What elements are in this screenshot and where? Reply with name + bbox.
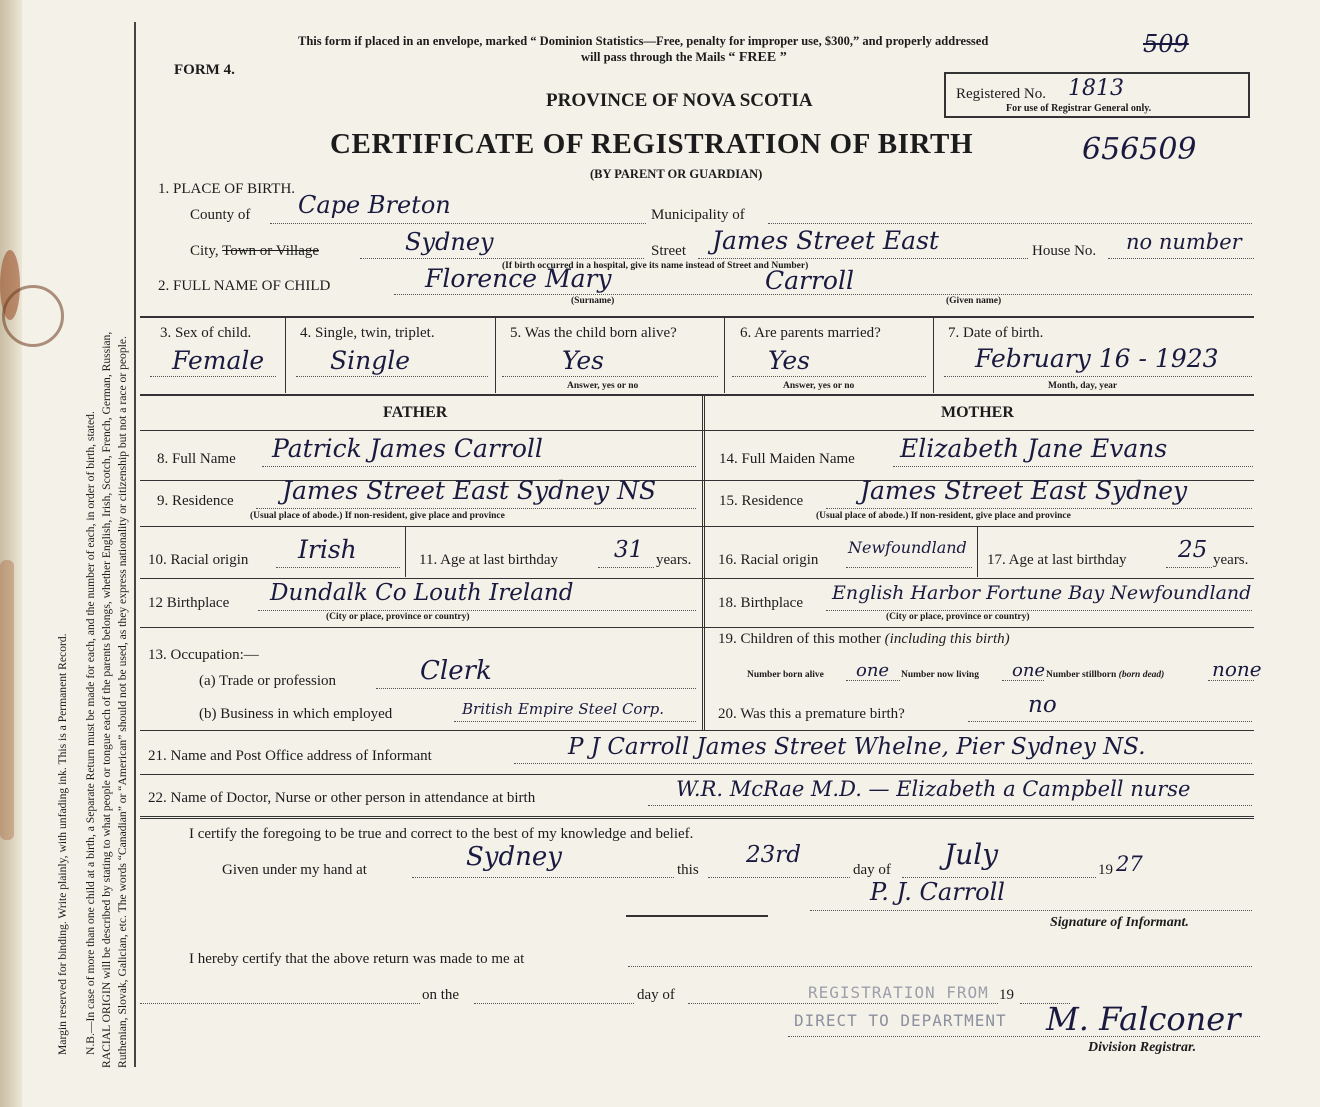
rule	[933, 317, 934, 393]
province-title: PROVINCE OF NOVA SCOTIA	[546, 90, 813, 111]
dob-line	[944, 376, 1252, 377]
city-value: Sydney	[405, 228, 494, 256]
mother-residence-line	[826, 508, 1252, 509]
form-number: FORM 4.	[174, 62, 235, 78]
father-age-unit: years.	[656, 552, 692, 568]
child-surname-value: Carroll	[765, 266, 854, 295]
dob-label: 7. Date of birth.	[948, 325, 1044, 341]
certificate-number: 656509	[1082, 132, 1197, 167]
father-birthplace-value: Dundalk Co Louth Ireland	[270, 580, 574, 606]
street-value: James Street East	[712, 226, 939, 255]
day-of-label: day of	[853, 862, 891, 878]
given-place-value: Sydney	[466, 842, 562, 872]
father-residence-note: (Usual place of abode.) If non-resident, give place and province	[250, 511, 505, 521]
year-value: 27	[1116, 852, 1143, 876]
married-note: Answer, yes or no	[783, 381, 855, 391]
attendant-value: W.R. McRae M.D. — Elizabeth a Campbell nurse	[676, 777, 1191, 801]
house-line	[1108, 258, 1254, 259]
married-label: 6. Are parents married?	[740, 325, 881, 341]
house-label: House No.	[1032, 243, 1097, 259]
on-the-label: on the	[422, 987, 460, 1003]
premature-line	[968, 721, 1252, 722]
rule	[140, 526, 1254, 527]
registered-note: For use of Registrar General only.	[1006, 103, 1152, 114]
registered-value: 1813	[1068, 76, 1124, 101]
day-value: 23rd	[746, 842, 801, 868]
rule	[724, 317, 725, 393]
registrar-year-label: 19	[999, 987, 1014, 1003]
informant-value: P J Carroll James Street Whelne, Pier Sydney NS.	[568, 734, 1146, 760]
rule	[140, 730, 1254, 731]
certificate-subtitle: (BY PARENT OR GUARDIAN)	[590, 167, 763, 181]
stillborn-value: none	[1212, 657, 1262, 681]
informant-label: 21. Name and Post Office address of Informant	[148, 748, 432, 764]
sex-value: Female	[172, 346, 265, 375]
father-age-label: 11. Age at last birthday	[419, 552, 558, 568]
plurality-line	[296, 376, 488, 377]
paper-edge	[0, 0, 22, 1107]
father-residence-line	[256, 508, 696, 509]
premature-value: no	[1028, 692, 1057, 718]
father-name-line	[262, 466, 696, 467]
informant-signature-label: Signature of Informant.	[1050, 915, 1189, 930]
rule	[140, 774, 1254, 775]
born-alive-label: Number born alive	[747, 670, 824, 680]
this-label: this	[677, 862, 699, 878]
day-line	[708, 877, 850, 878]
mother-age-line	[1166, 567, 1212, 568]
father-birthplace-line	[258, 610, 696, 611]
father-age-value: 31	[614, 537, 644, 563]
alive-label: 5. Was the child born alive?	[510, 325, 677, 341]
mother-birthplace-line	[826, 610, 1252, 611]
street-line	[698, 258, 1028, 259]
county-value: Cape Breton	[298, 191, 451, 219]
mother-residence-label: 15. Residence	[719, 493, 804, 509]
registrar-prefix-line	[140, 1003, 420, 1004]
rule	[495, 317, 496, 393]
alive-note: Answer, yes or no	[567, 381, 639, 391]
father-residence-value: James Street East Sydney NS	[282, 476, 657, 505]
given-label: Given under my hand at	[222, 862, 367, 878]
county-line	[270, 223, 646, 224]
rust-stain	[0, 560, 14, 840]
child-given-value: Florence Mary	[425, 264, 612, 293]
informant-line	[514, 763, 1252, 764]
mother-name-label: 14. Full Maiden Name	[719, 451, 855, 467]
married-value: Yes	[768, 346, 810, 375]
margin-note: N.B.—In case of more than one child at a birth, a Separate Return must be made for each, and the number of each, in order of birth, stated.	[84, 411, 97, 1055]
mother-birthplace-note: (City or place, province or country)	[886, 612, 1030, 622]
registered-label: Registered No.	[956, 86, 1046, 102]
certify-statement: I certify the foregoing to be true and correct to the best of my knowledge and belief.	[189, 826, 694, 842]
born-alive-value: one	[856, 660, 890, 681]
father-name-label: 8. Full Name	[157, 451, 236, 467]
father-racial-label: 10. Racial origin	[148, 552, 249, 568]
sex-line	[150, 376, 276, 377]
envelope-note: This form if placed in an envelope, marked “ Dominion Statistics—Free, penalty for improper use, $300,” and properly addressed	[298, 34, 989, 48]
mother-name-line	[893, 466, 1253, 467]
city-label: City, Town or Village	[190, 243, 320, 259]
children-label: 19. Children of this mother (including this birth)	[718, 631, 1010, 647]
registrar-signature-label: Division Registrar.	[1088, 1040, 1197, 1055]
rule	[285, 317, 286, 393]
rule	[140, 316, 1254, 318]
rule	[702, 396, 705, 730]
hospital-note: (If birth occurred in a hospital, give its name instead of Street and Number)	[502, 261, 809, 271]
plurality-label: 4. Single, twin, triplet.	[300, 325, 435, 341]
father-heading: FATHER	[383, 404, 448, 421]
margin-note: Ruthenian, Slovak, Galician, etc. The words “Canadian” or “American” should not be used, as they express nationality or citizenship but not a race or people.	[116, 336, 129, 1068]
margin-rule	[134, 22, 136, 1067]
municipality-label: Municipality of	[651, 207, 745, 223]
business-value: British Empire Steel Corp.	[462, 700, 665, 718]
mother-residence-value: James Street East Sydney	[860, 476, 1188, 505]
registration-stamp: REGISTRATION FROM	[808, 983, 989, 1002]
year-prefix: 19	[1098, 862, 1113, 878]
informant-signature-line	[810, 910, 1252, 911]
father-racial-value: Irish	[298, 535, 357, 564]
informant-signature: P. J. Carroll	[870, 878, 1005, 906]
mother-racial-line	[846, 567, 972, 568]
municipality-line	[768, 223, 1252, 224]
father-birthplace-note: (City or place, province or country)	[326, 612, 470, 622]
registrar-place-line	[628, 966, 1252, 967]
mother-racial-value: Newfoundland	[848, 538, 967, 557]
attendant-line	[648, 805, 1252, 806]
registrar-month-line	[688, 1003, 998, 1004]
plurality-value: Single	[330, 346, 411, 375]
city-line	[360, 258, 644, 259]
father-residence-label: 9. Residence	[157, 493, 234, 509]
month-value: July	[944, 838, 999, 871]
rule	[140, 816, 1254, 819]
house-value: no number	[1126, 230, 1242, 254]
binding-hole	[2, 285, 64, 347]
trade-label: (a) Trade or profession	[199, 673, 337, 689]
registrar-signature: M. Falconer	[1046, 1000, 1241, 1038]
surname-note: (Surname)	[571, 296, 615, 306]
margin-note: RACIAL ORIGIN will be described by stating to what people or tongue each of the parents belongs, whether English, Irish, Scotch, French, German, Russian,	[100, 331, 113, 1068]
sex-label: 3. Sex of child.	[160, 325, 252, 341]
rule	[626, 915, 768, 917]
given-name-note: (Given name)	[946, 296, 1002, 306]
father-name-value: Patrick James Carroll	[272, 434, 543, 463]
registration-stamp: DIRECT TO DEPARTMENT	[794, 1011, 1007, 1030]
envelope-note: will pass through the Mails “ FREE ”	[581, 50, 787, 65]
corner-number: 509	[1143, 30, 1189, 58]
registrar-day-line	[474, 1003, 634, 1004]
mother-residence-note: (Usual place of abode.) If non-resident, give place and province	[816, 511, 1071, 521]
now-living-value: one	[1012, 660, 1046, 681]
father-age-line	[598, 567, 654, 568]
rule	[405, 527, 406, 577]
county-label: County of	[190, 207, 251, 223]
mother-age-label: 17. Age at last birthday	[987, 552, 1127, 568]
certificate-title: CERTIFICATE OF REGISTRATION OF BIRTH	[330, 128, 974, 160]
mother-heading: MOTHER	[941, 404, 1014, 421]
mother-age-unit: years.	[1213, 552, 1249, 568]
rule	[140, 627, 1254, 628]
premature-label: 20. Was this a premature birth?	[718, 706, 905, 722]
margin-note: Margin reserved for binding. Write plainly, with unfading ink. This is a Permanent Record.	[56, 633, 69, 1055]
street-label: Street	[651, 243, 686, 259]
now-living-label: Number now living	[901, 670, 979, 680]
given-place-line	[412, 877, 674, 878]
dob-note: Month, day, year	[1048, 381, 1118, 391]
trade-line	[376, 688, 696, 689]
alive-value: Yes	[562, 346, 604, 375]
trade-value: Clerk	[420, 656, 492, 686]
rule	[140, 578, 1254, 579]
married-line	[732, 376, 926, 377]
father-birthplace-label: 12 Birthplace	[148, 595, 230, 611]
mother-age-value: 25	[1178, 537, 1208, 563]
mother-name-value: Elizabeth Jane Evans	[900, 434, 1168, 463]
registrar-day-of-label: day of	[637, 987, 675, 1003]
mother-birthplace-label: 18. Birthplace	[718, 595, 803, 611]
mother-birthplace-value: English Harbor Fortune Bay Newfoundland	[832, 582, 1252, 604]
dob-value: February 16 - 1923	[975, 344, 1219, 373]
father-racial-line	[276, 567, 400, 568]
business-line	[454, 721, 696, 722]
registrar-statement: I hereby certify that the above return was made to me at	[189, 951, 525, 967]
rule	[140, 394, 1254, 396]
occupation-label: 13. Occupation:—	[148, 647, 259, 663]
stillborn-label: Number stillborn (born dead)	[1046, 670, 1165, 680]
place-section-label: 1. PLACE OF BIRTH.	[158, 181, 296, 197]
rule	[140, 430, 1254, 431]
child-name-label: 2. FULL NAME OF CHILD	[158, 278, 331, 294]
business-label: (b) Business in which employed	[199, 706, 393, 722]
alive-line	[502, 376, 718, 377]
rule	[977, 527, 978, 577]
attendant-label: 22. Name of Doctor, Nurse or other person in attendance at birth	[148, 790, 536, 806]
mother-racial-label: 16. Racial origin	[718, 552, 819, 568]
